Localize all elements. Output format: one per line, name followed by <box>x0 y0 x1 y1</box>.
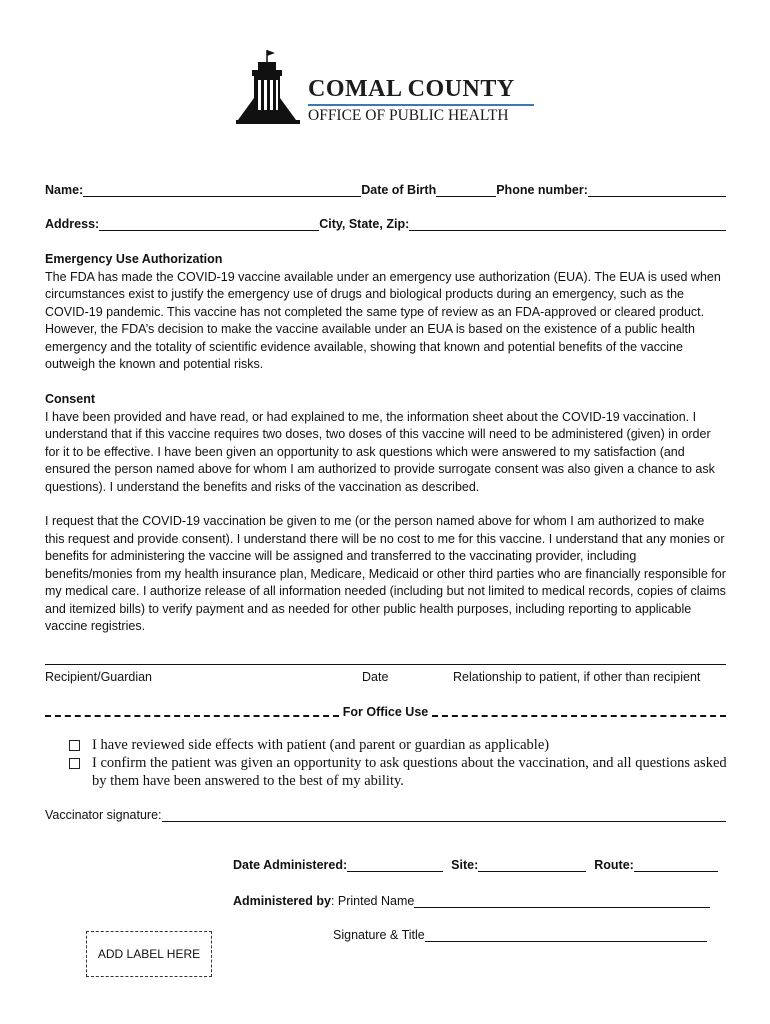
questions-text: I confirm the patient was given an opportunity to ask questions about the vaccination, and all questions asked by them have been answered to the best of my ability. <box>92 755 727 789</box>
administration-row <box>233 858 718 872</box>
printed-name-label: : Printed Name <box>330 894 415 908</box>
date-administered-field[interactable] <box>347 859 443 872</box>
org-subtitle: OFFICE OF PUBLIC HEALTH <box>308 107 509 124</box>
consent-request-section <box>45 513 727 636</box>
dob-field[interactable] <box>436 184 496 197</box>
courthouse-tower-icon <box>236 48 306 130</box>
recipient-guardian-label: Recipient/Guardian <box>45 670 153 684</box>
org-name-underline <box>308 104 534 106</box>
site-label: Site: <box>451 858 479 872</box>
address-field[interactable] <box>99 218 319 231</box>
eua-heading: Emergency Use Authorization <box>45 252 223 266</box>
vaccinator-signature-row <box>45 808 726 822</box>
check-item-side-effects <box>68 736 728 754</box>
consent-heading: Consent <box>45 392 95 406</box>
administered-by-row <box>233 894 710 908</box>
patient-row-1 <box>45 183 726 197</box>
route-field[interactable] <box>634 859 718 872</box>
office-checklist <box>68 736 728 790</box>
vaccinator-signature-field[interactable] <box>162 809 727 822</box>
add-label-text: ADD LABEL HERE <box>97 947 201 961</box>
phone-label: Phone number: <box>496 183 588 197</box>
dob-label: Date of Birth <box>361 183 437 197</box>
consent-section <box>45 391 727 496</box>
eua-body: The FDA has made the COVID-19 vaccine available under an emergency use authorization (EUA). The EUA is used when circumstances exist to justify the emergency use of drugs and biological products during an emergency, such as the COVID-19 pandemic. This vaccine has not completed the same type of review as an FDA-approved or cleared product. However, the FDA’s decision to make the vaccine available under an EUA is based on the existence of a public health emergency and the totality of scientific evidence available, showing that known and potential benefits of the vaccine outweigh the known and potential risks. <box>45 269 721 371</box>
date-administered-label: Date Administered: <box>233 858 348 872</box>
divider-right <box>432 707 726 717</box>
address-label: Address: <box>45 217 100 231</box>
office-use-divider <box>45 704 726 720</box>
administered-by-label: Administered by <box>233 894 331 908</box>
add-label-box[interactable] <box>86 931 212 977</box>
route-label: Route: <box>594 858 634 872</box>
patient-row-2 <box>45 217 726 231</box>
check-item-questions <box>68 754 728 790</box>
signature-date-label: Date <box>362 670 389 684</box>
name-label: Name: <box>45 183 84 197</box>
relationship-label: Relationship to patient, if other than recipient <box>453 670 701 684</box>
consent-body-2: I request that the COVID-19 vaccination be given to me (or the person named above for whom I am authorized to make this request and provide consent). I understand there will be no cost to me for this vaccine. I understand that any monies or benefits for administering the vaccine will be assigned and transferred to the vaccinating provider, including benefits/monies from my health insurance plan, Medicare, Medicaid or other third parties who are financially responsible for my medical care. I authorize release of all information needed (including but not limited to medical records, copies of claims and itemized bills) to verify payment and as needed for other public health purposes, including reporting to applicable vaccine registries. <box>45 514 726 633</box>
county-logo <box>236 48 546 130</box>
side-effects-text: I have reviewed side effects with patient (and parent or guardian as applicable) <box>92 737 550 753</box>
side-effects-checkbox[interactable] <box>69 740 80 751</box>
signature-title-label: Signature & Title <box>333 928 425 942</box>
city-state-zip-field[interactable] <box>409 218 726 231</box>
recipient-signature-line[interactable] <box>45 664 726 665</box>
signature-labels <box>45 670 726 686</box>
city-state-zip-label: City, State, Zip: <box>319 217 410 231</box>
questions-checkbox[interactable] <box>69 758 80 769</box>
eua-section <box>45 251 727 374</box>
site-field[interactable] <box>478 859 586 872</box>
office-use-title: For Office Use <box>342 705 429 719</box>
signature-title-field[interactable] <box>425 929 707 942</box>
printed-name-field[interactable] <box>414 895 710 908</box>
phone-field[interactable] <box>588 184 726 197</box>
name-field[interactable] <box>83 184 361 197</box>
divider-left <box>45 707 339 717</box>
consent-body-1: I have been provided and have read, or had explained to me, the information sheet about the COVID-19 vaccination. I understand that if this vaccine requires two doses, two doses of this vaccine will need to be administered (given) in order for it to be effective. I have been given an opportunity to ask questions which were answered to my satisfaction (and ensured the person named above for whom I am authorized to provide surrogate consent was also given a chance to ask questions). I understand the benefits and risks of the vaccination as described. <box>45 409 715 494</box>
vaccinator-signature-label: Vaccinator signature: <box>45 808 162 822</box>
signature-title-row <box>333 928 707 942</box>
org-name: COMAL COUNTY <box>308 76 515 102</box>
